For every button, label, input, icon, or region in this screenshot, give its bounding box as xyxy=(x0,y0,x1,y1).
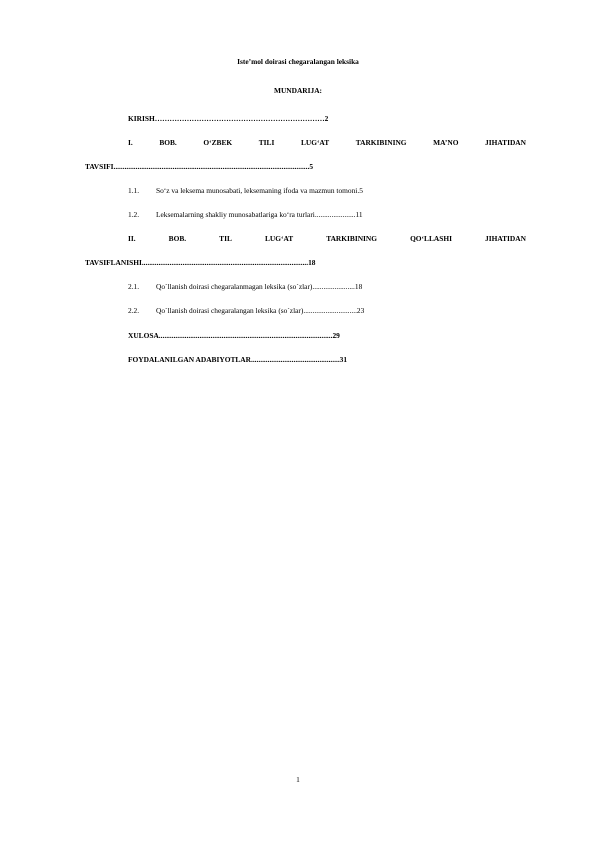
toc-entry-1-2 xyxy=(128,210,363,219)
document-title: Iste’mol doirasi chegaralangan leksika xyxy=(237,57,359,66)
toc-section-number: 1.2. xyxy=(128,210,140,219)
toc-word: QO‘LLASHI xyxy=(410,234,452,243)
toc-section-text: Qo`llanish doirasi chegaralanmagan leksika (so`zlar).......................18 xyxy=(156,282,363,291)
toc-word: JIHATIDAN xyxy=(485,138,526,147)
toc-word: O‘ZBEK xyxy=(203,138,233,147)
toc-entry-chapter-1 xyxy=(128,138,526,147)
toc-word: BOB. xyxy=(168,234,187,243)
toc-entry-2-2 xyxy=(128,306,364,315)
toc-word: LUG‘AT xyxy=(300,138,330,147)
toc-word: TIL xyxy=(219,234,232,243)
toc-word: I. xyxy=(128,138,133,147)
toc-entry-2-1 xyxy=(128,282,362,291)
toc-entry-chapter-2 xyxy=(128,234,526,243)
toc-word: TARKIBINING xyxy=(326,234,378,243)
toc-section-number: 2.1. xyxy=(128,282,140,291)
toc-section-text: Leksemalarning shakliy munosabatlariga ko‘ra turlari......................11 xyxy=(156,210,363,219)
toc-word: II. xyxy=(128,234,136,243)
toc-section-text: Qo`llanish doirasi chegaralangan leksika (so`zlar).............................23 xyxy=(156,306,365,315)
toc-word: TILI xyxy=(258,138,275,147)
toc-entry-1-1 xyxy=(128,186,363,195)
toc-word: MA’NO xyxy=(433,138,459,147)
toc-section-number: 2.2. xyxy=(128,306,140,315)
toc-section-number: 1.1. xyxy=(128,186,140,195)
page-number: 1 xyxy=(296,775,300,784)
toc-word: TARKIBINING xyxy=(355,138,407,147)
toc-word: BOB. xyxy=(159,138,177,147)
toc-section-text: So‘z va leksema munosabati, leksemaning ifoda va mazmun tomoni.5 xyxy=(156,186,363,195)
toc-entry-xulosa: XULOSA..............................................................................................29 xyxy=(128,331,340,340)
toc-word: JIHATIDAN xyxy=(485,234,526,243)
toc-word: LUG‘AT xyxy=(264,234,294,243)
toc-heading: MUNDARIJA: xyxy=(273,86,323,95)
toc-entry-kirish: KIRISH……………………………………………………………2 xyxy=(128,114,329,123)
toc-entry-foydalanilgan-adabiyotlar: FOYDALANILGAN ADABIYOTLAR................................................31 xyxy=(128,355,348,364)
toc-entry-chapter-1-cont: TAVSIFI..........................................................................................................5 xyxy=(85,162,314,171)
toc-entry-chapter-2-cont: TAVSIFLANISHI..........................................................................................18 xyxy=(85,258,316,267)
